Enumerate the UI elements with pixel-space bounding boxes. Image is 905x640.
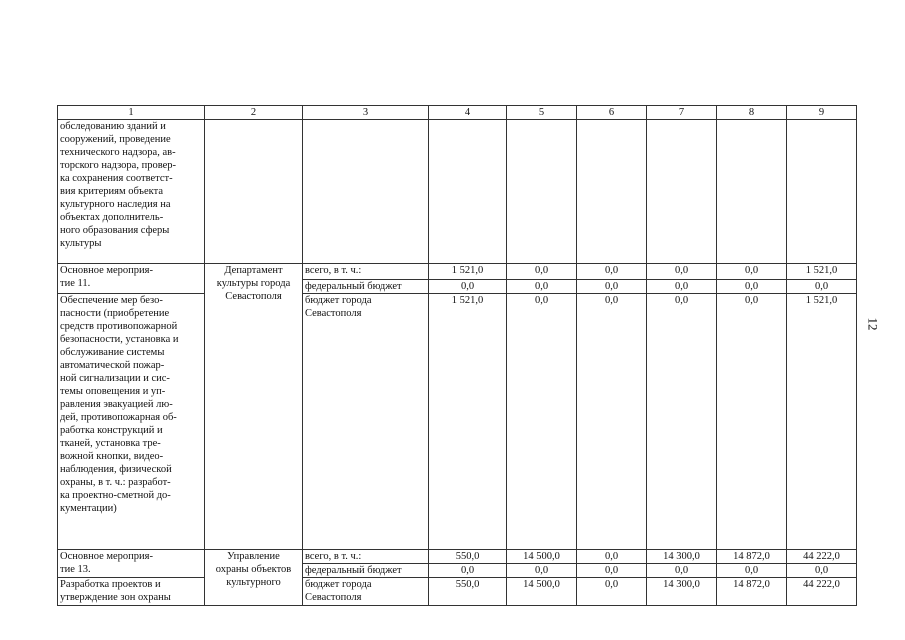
value-cell: 0,0 [717,294,787,550]
table-row [58,294,857,550]
budget-table [57,105,857,606]
value-cell: 0,0 [429,564,507,578]
header-cell: 4 [429,106,507,120]
event-description: Обеспечение мер безо- пасности (приобретение средств противопожарной безопасности, установка и обслуживание системы автоматической пожар- ной сигнализации и сис- темы оповещения и уп- равления эвакуацией лю- дей, противопожарная об- работка конструкций и тканей, установка тре- вожной кнопки, видео- наблюдения, физической охраны, в т. ч.: разработ- ка проектно-сметной до- кументации) [58,294,205,550]
header-cell: 3 [303,106,429,120]
value-cell: 0,0 [577,578,647,606]
value-cell: 1 521,0 [429,294,507,550]
value-cell: 0,0 [647,294,717,550]
funding-source: всего, в т. ч.: [303,550,429,564]
value-cell: 0,0 [787,564,857,578]
value-cell: 0,0 [647,280,717,294]
table-row [58,578,857,606]
header-cell: 9 [787,106,857,120]
header-row [58,106,857,120]
value-cell: 550,0 [429,550,507,564]
funding-source: бюджет города Севастополя [303,294,429,550]
value-cell: 44 222,0 [787,578,857,606]
header-cell: 8 [717,106,787,120]
value-cell: 0,0 [577,264,647,280]
value-cell: 0,0 [507,564,577,578]
header-cell: 5 [507,106,577,120]
value-cell: 1 521,0 [787,264,857,280]
value-cell: 14 872,0 [717,578,787,606]
value-cell: 14 300,0 [647,550,717,564]
value-cell: 0,0 [647,564,717,578]
table-row [58,120,857,264]
value-cell: 0,0 [507,264,577,280]
header-cell: 1 [58,106,205,120]
header-cell: 6 [577,106,647,120]
value-cell: 14 500,0 [507,550,577,564]
value-cell: 0,0 [577,550,647,564]
value-cell: 0,0 [717,280,787,294]
value-cell: 0,0 [577,280,647,294]
value-cell: 0,0 [577,564,647,578]
value-cell: 1 521,0 [787,294,857,550]
table-row [58,550,857,564]
value-cell: 550,0 [429,578,507,606]
header-cell: 7 [647,106,717,120]
value-cell: 44 222,0 [787,550,857,564]
executor-cell: Управление охраны объектов культурного [205,550,303,606]
header-cell: 2 [205,106,303,120]
value-cell: 14 300,0 [647,578,717,606]
event-title: Основное мероприя- тие 11. [58,264,205,294]
value-cell: 14 500,0 [507,578,577,606]
funding-source: бюджет города Севастополя [303,578,429,606]
event-title: Основное мероприя- тие 13. [58,550,205,578]
table-row [58,264,857,280]
event-description: Разработка проектов и утверждение зон охраны [58,578,205,606]
value-cell: 0,0 [577,294,647,550]
executor-cell: Департамент культуры города Севастополя [205,264,303,550]
funding-source: федеральный бюджет [303,280,429,294]
value-cell: 0,0 [507,280,577,294]
value-cell: 0,0 [647,264,717,280]
funding-source: всего, в т. ч.: [303,264,429,280]
value-cell: 0,0 [787,280,857,294]
value-cell: 1 521,0 [429,264,507,280]
funding-source: федеральный бюджет [303,564,429,578]
value-cell: 14 872,0 [717,550,787,564]
value-cell: 0,0 [717,264,787,280]
event-description: обследованию зданий и сооружений, проведение технического надзора, ав- торского надзора, провер- ка сохранения соответст- вия критериям объекта культурного наследия на объектах дополнитель- ного образования сферы культуры [58,120,205,264]
value-cell: 0,0 [507,294,577,550]
value-cell: 0,0 [717,564,787,578]
page-number: 12 [865,317,881,331]
value-cell: 0,0 [429,280,507,294]
